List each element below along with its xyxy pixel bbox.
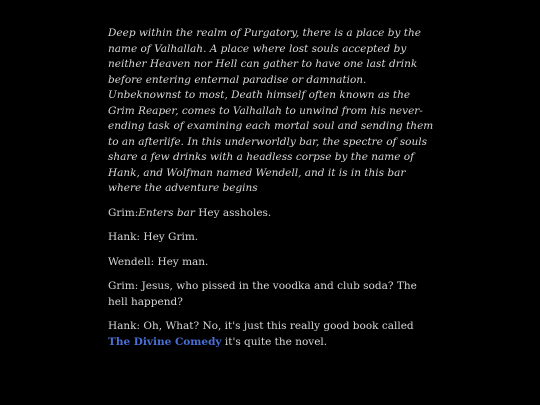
speaker-label: Grim: bbox=[108, 206, 139, 219]
dialogue-text: Hey assholes. bbox=[194, 206, 272, 219]
dialogue-line-hank-greeting: Hank: Hey Grim. bbox=[108, 231, 199, 243]
dialogue-line-grim-enters bbox=[108, 206, 438, 222]
divine-comedy-link[interactable]: The Divine Comedy bbox=[108, 335, 222, 348]
stage-direction: Enters bar bbox=[138, 206, 195, 219]
dialogue-line-wendell-greeting: Wendell: Hey man. bbox=[108, 255, 209, 268]
story-passage bbox=[108, 26, 438, 359]
dialogue-text-before-link: Hank: Oh, What? No, it's just this really good book called bbox=[108, 320, 414, 332]
dialogue-text-after-link: it's quite the novel. bbox=[221, 335, 328, 348]
dialogue-line-hank-book bbox=[108, 319, 438, 350]
intro-narration: Deep within the realm of Purgatory, there is a place by the name of Valhallah. A place where lost souls accepted by neither Heaven nor Hell can gather to have one last drink before entering enternal paradise or damnation. Unbeknownst to most, Death himself often known as the Grim Reaper, comes to Valhallah to unwind from his never-ending task of examining each mortal soul and sending them to an afterlife. In this underworldly bar, the spectre of souls share a few drinks with a headless corpse by the name of Hank, and Wolfman named Wendell, and it is in this bar where the adventure begins bbox=[108, 27, 434, 194]
dialogue-line-grim-question: Grim: Jesus, who pissed in the voodka and club soda? The hell happend? bbox=[108, 280, 417, 308]
